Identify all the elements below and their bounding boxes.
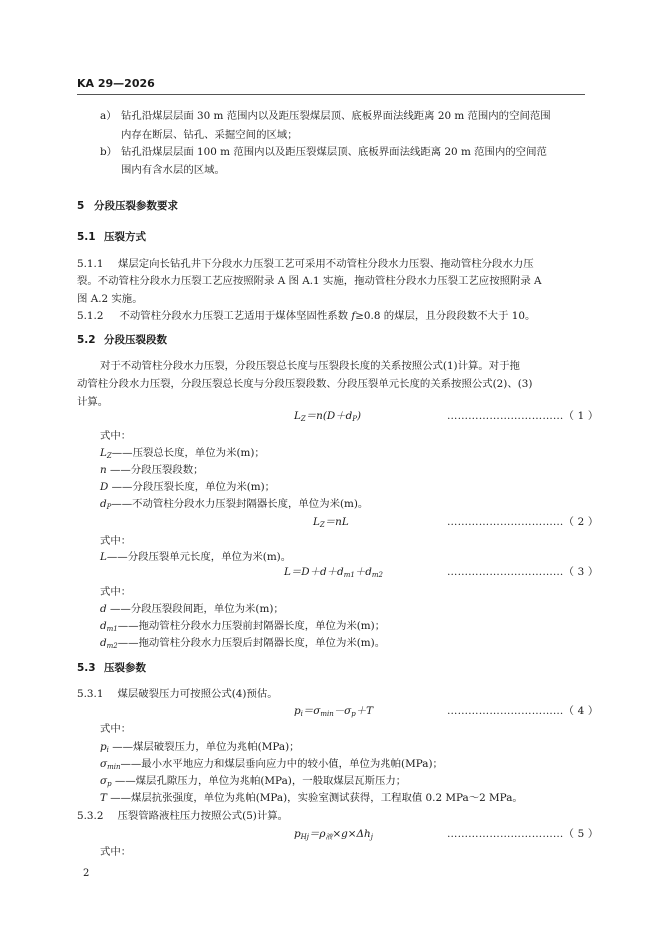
var-pi: $p_i$ ——煤层破裂压力，单位为兆帕(MPa)； (100, 741, 300, 754)
var-dP: $d_P——$不动管柱分段水力压裂封隔器长度，单位为米(m)。 (100, 498, 369, 511)
section-5-2-title: 分段压裂段数 (104, 334, 167, 346)
clause-5-1-1-line1: 煤层定向长钻孔井下分段水力压裂工艺可采用不动管柱分段水力压裂、拖动管柱分段水力压 (118, 258, 534, 270)
clause-5-3-1: 5.3.1 煤层破裂压力可按照公式(4)预估。 (77, 688, 278, 700)
section-5-1-number: 5.1 (77, 231, 96, 243)
section-5-1-title: 压裂方式 (104, 231, 146, 243)
para-5-2-line2: 动管柱分段水力压裂，分段压裂总长度与分段压裂段数、分段压裂单元长度的关系按照公式(2)、(3) (77, 378, 533, 390)
var-n: n ——分段压裂段数； (100, 464, 204, 476)
page-number: 2 (83, 868, 90, 879)
equation-2: $L_Z=nL$ (313, 516, 349, 529)
where-label-2: 式中： (100, 535, 132, 547)
para-5-2-line3: 计算。 (77, 396, 109, 408)
section-5-number: 5 (77, 200, 85, 212)
where-label-3: 式中： (100, 586, 132, 598)
list-label-a: a） (100, 110, 117, 122)
para-5-2-line1: 对于不动管柱分段水力压裂，分段压裂总长度与压裂段长度的关系按照公式(1)计算。对于拖 (100, 360, 520, 372)
standard-code-header: KA 29—2026 (77, 77, 155, 90)
equation-5: $p_{Hj}=\rho_液\times g\times\Delta h_j$ (294, 828, 373, 841)
list-label-b: b） (100, 146, 118, 158)
clause-5-1-2 (77, 310, 535, 323)
clause-5-3-2: 5.3.2 压裂管路液柱压力按照公式(5)计算。 (77, 810, 289, 822)
list-item-b-line1: 钻孔沿煤层层面 100 m 范围内以及距压裂煤层顶、底板界面法线距离 20 m 范围内的空间范 (121, 146, 547, 158)
clause-5-1-1-number: 5.1.1 (77, 258, 104, 270)
var-D: D ——分段压裂长度，单位为米(m)； (100, 481, 276, 493)
var-L: L——分段压裂单元长度，单位为米(m)。 (100, 551, 292, 563)
var-d: d ——分段压裂段间距，单位为米(m)； (100, 603, 284, 615)
section-5-3-number: 5.3 (77, 662, 96, 674)
where-label-1: 式中： (100, 430, 132, 442)
clause-5-1-1-line3: 图 A.2 实施。 (77, 293, 143, 305)
section-5-3-title: 压裂参数 (104, 662, 146, 674)
list-item-a-line1: 钻孔沿煤层层面 30 m 范围内以及距压裂煤层顶、底板界面法线距离 20 m 范围内的空间范围 (121, 110, 551, 122)
var-sigma-p: $\sigma_p$ ——煤层孔隙压力，单位为兆帕(MPa)，一般取煤层瓦斯压力； (100, 775, 407, 788)
clause-5-1-2-number: 5.1.2 (77, 310, 104, 322)
var-dm1: $d_{m1}——$拖动管柱分段水力压裂前封隔器长度，单位为米(m)； (100, 620, 386, 633)
var-T: T ——煤层抗张强度，单位为兆帕(MPa)，实验室测试获得，工程取值 0.2 MPa～2 MPa。 (100, 792, 523, 804)
clause-5-1-1-line2: 裂。不动管柱分段水力压裂工艺应按照附录 A 图 A.1 实施，拖动管柱分段水力压裂工艺应按照附录 A (77, 275, 542, 287)
header-rule (77, 94, 585, 95)
equation-3-number: ……………………………（ 3 ） (447, 566, 599, 578)
equation-4: $p_i=\sigma_{min}-\sigma_p+T$ (294, 705, 374, 718)
section-5-title: 分段压裂参数要求 (94, 200, 178, 212)
section-5-2-number: 5.2 (77, 334, 96, 346)
where-label-4: 式中： (100, 723, 132, 735)
clause-5-1-2-text-a: 不动管柱分段水力压裂工艺适用于煤体坚固性系数 (119, 310, 352, 322)
equation-1-number: ……………………………（ 1 ） (447, 410, 599, 422)
list-item-a-line2: 内存在断层、钻孔、采掘空间的区域； (121, 129, 298, 141)
clause-5-1-2-text-b: ≥0.8 的煤层，且分段段数不大于 10。 (355, 310, 536, 322)
equation-5-number: ……………………………（ 5 ） (447, 828, 599, 840)
list-item-b-line2: 围内有含水层的区域。 (121, 164, 225, 176)
var-Lz: $L_Z——$压裂总长度，单位为米(m)； (100, 447, 265, 460)
var-dm2: $d_{m2}——$拖动管柱分段水力压裂后封隔器长度，单位为米(m)。 (100, 637, 386, 650)
equation-2-number: ……………………………（ 2 ） (447, 516, 599, 528)
equation-4-number: ……………………………（ 4 ） (447, 705, 599, 717)
equation-3: $L=D+d+d_{m1}+d_{m2}$ (284, 566, 383, 579)
where-label-5: 式中： (100, 846, 132, 858)
var-sigma-min: $\sigma_{min}——$最小水平地应力和煤层垂向应力中的较小值，单位为兆帕(MPa)； (100, 758, 443, 771)
coefficient-f: f (351, 310, 356, 322)
equation-1: $L_Z=n(D+d_P)$ (294, 410, 362, 423)
